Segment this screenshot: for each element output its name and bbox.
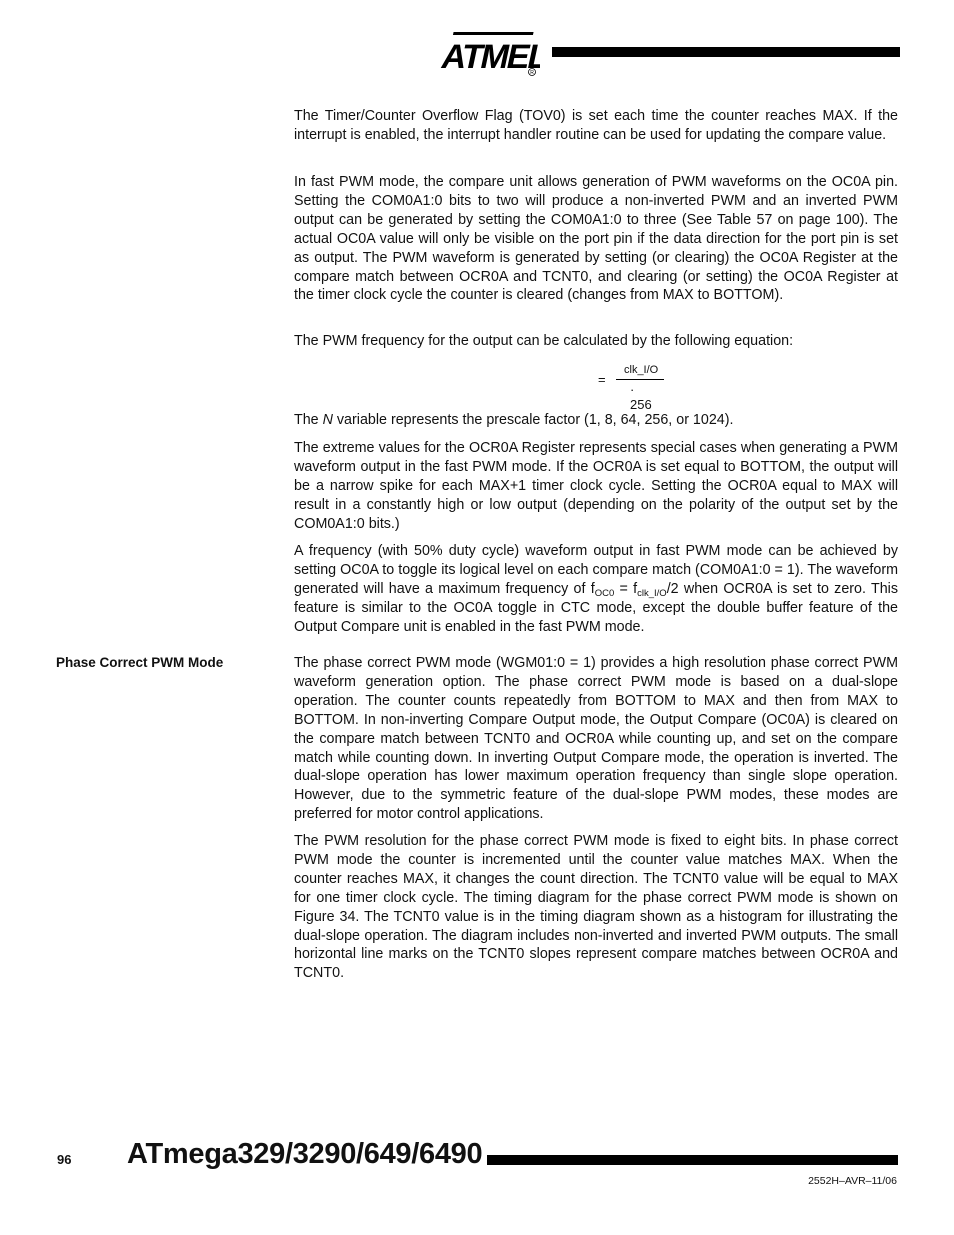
page-number: 96 bbox=[57, 1152, 72, 1167]
paragraph-extreme-values: The extreme values for the OCR0A Register represents special cases when generating a PWM waveform output in the fast PWM mode. If the OCR0A is set equal to BOTTOM, the output will be a narrow spike for each MAX+1 timer clock cycle. Setting the OCR0A equal to MAX will result in a constantly high or low output (depending on the polarity of the output set by the COM0A1:0 bits.) bbox=[294, 440, 898, 532]
prescale-variable: N bbox=[322, 412, 333, 428]
document-title: ATmega329/3290/649/6490 bbox=[127, 1138, 483, 1170]
fraction-bar bbox=[616, 379, 664, 380]
atmel-logo-graphic bbox=[440, 30, 540, 78]
header-rule bbox=[552, 47, 900, 57]
paragraph-pwm-resolution: The PWM resolution for the phase correct PWM mode is fixed to eight bits. In phase correct PWM mode the counter is incremented until the counter value matches MAX. When the counter reaches MAX, it changes the count direction. The TCNT0 value will be equal to MAX for one timer clock cycle. The timing diagram for the phase correct PWM mode is shown on Figure 34. The TCNT0 value is in the timing diagram shown as a histogram for illustrating the dual-slope operation. The diagram includes non-inverted and inverted PWM outputs. The small horizontal line marks on the TCNT0 slopes represent compare matches between OCR0A and TCNT0. bbox=[294, 833, 898, 982]
svg-text:R: R bbox=[530, 70, 534, 77]
paragraph-fast-pwm: In fast PWM mode, the compare unit allows generation of PWM waveforms on the OC0A pin. Setting the COM0A1:0 bits to two will produce a non-inverted PWM and an inverted PWM output can be generated by setting the COM0A1:0 to three (See Table 57 on page 100). The actual OC0A value will only be visible on the port pin if the data direction for the port pin is set as output. The PWM waveform is generated by setting (or clearing) the OC0A Register at the compare match between OCR0A and TCNT0, and clearing (or setting) the OC0A Register at the timer clock cycle the counter is cleared (changes from MAX to BOTTOM). bbox=[294, 174, 898, 304]
paragraph-tov0: The Timer/Counter Overflow Flag (TOV0) is set each time the counter reaches MAX. If the interrupt is enabled, the interrupt handler routine can be used for updating the compare value. bbox=[294, 108, 898, 143]
document-code: 2552H–AVR–11/06 bbox=[808, 1175, 897, 1187]
waveform-sub-oc0: OC0 bbox=[594, 587, 615, 599]
paragraph-pwm-frequency: The PWM frequency for the output can be calculated by the following equation: bbox=[294, 333, 794, 349]
paragraph-frequency-waveform bbox=[294, 542, 898, 637]
equation-numerator: clk_I/O bbox=[624, 364, 659, 376]
waveform-text-c: /2 when OCR0A is set to zero. This feature is similar to the OC0A toggle in CTC mode, except the double buffer feature of the Output Compare unit is enabled in the fast PWM mode. bbox=[294, 580, 898, 635]
logo-text: ATMEL bbox=[440, 38, 540, 76]
waveform-text-a: A frequency (with 50% duty cycle) waveform output in fast PWM mode can be achieved by setting OC0A to toggle its logical level on each compare match (COM0A1:0 = 1). The waveform generated will have a maximum frequency of f bbox=[294, 543, 898, 597]
equation-denominator: · 256 bbox=[630, 382, 652, 412]
waveform-sub-clk: clk_I/O bbox=[637, 587, 667, 599]
footer-rule bbox=[487, 1155, 898, 1165]
waveform-text-b: = f bbox=[614, 580, 638, 597]
equation-equals: = bbox=[598, 372, 606, 387]
atmel-logo bbox=[440, 30, 540, 83]
paragraph-phase-correct: The phase correct PWM mode (WGM01:0 = 1) provides a high resolution phase correct PWM waveform generation option. The phase correct PWM mode is based on a dual-slope operation. The counter counts repeatedly from BOTTOM to MAX and then from MAX to BOTTOM. In non-inverting Compare Output mode, the Output Compare (OC0A) is cleared on the compare match between TCNT0 and OCR0A while counting up, and set on the compare match while counting down. In inverting Output Compare mode, the operation is inverted. The dual-slope operation has lower maximum operation frequency than single slope operation. However, due to the symmetric feature of the dual-slope PWM modes, these modes are preferred for motor control applications. bbox=[294, 655, 898, 823]
prescale-text-a: The bbox=[294, 412, 323, 428]
section-heading: Phase Correct PWM Mode bbox=[56, 655, 224, 670]
prescale-text-b: variable represents the prescale factor (1, 8, 64, 256, or 1024). bbox=[332, 412, 734, 428]
paragraph-prescale bbox=[294, 411, 898, 430]
